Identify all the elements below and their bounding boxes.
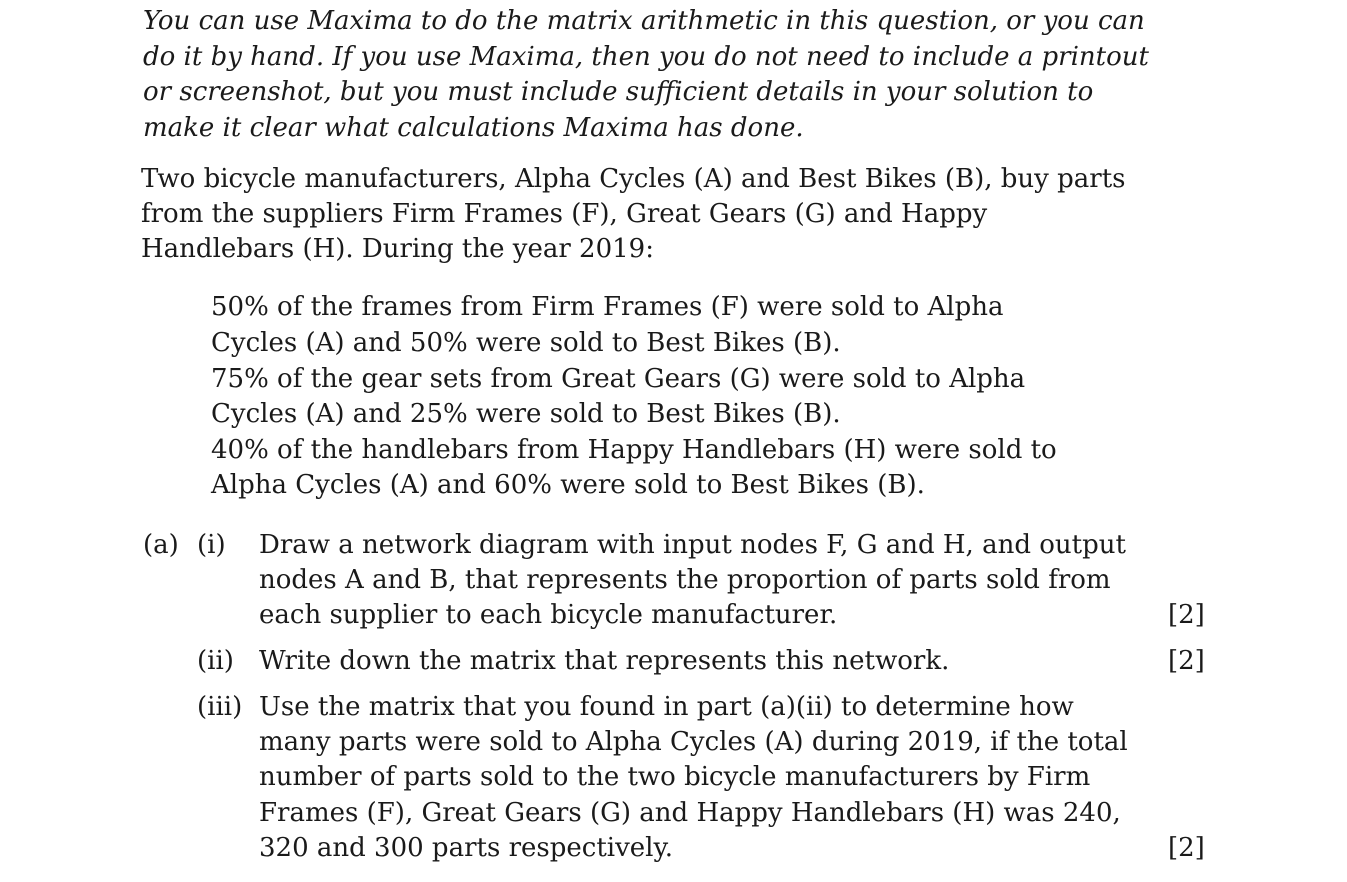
intro-line-4: make it clear what calculations Maxima has done. — [143, 113, 804, 143]
part-a-iii-marks: [2] — [1168, 833, 1205, 863]
fact-line-2: Cycles (A) and 50% were sold to Best Bikes (B). — [211, 328, 841, 358]
part-a-i-line-2: nodes A and B, that represents the proportion of parts sold from — [259, 565, 1111, 595]
part-a-iii-line-4: Frames (F), Great Gears (G) and Happy Handlebars (H) was 240, — [259, 798, 1121, 828]
part-a-iii-line-5: 320 and 300 parts respectively. — [259, 833, 673, 863]
part-a-i-marks: [2] — [1168, 600, 1205, 630]
fact-line-6: Alpha Cycles (A) and 60% were sold to Best Bikes (B). — [211, 470, 925, 500]
part-a-iii-line-3: number of parts sold to the two bicycle manufacturers by Firm — [259, 762, 1091, 792]
part-a-iii-line-2: many parts were sold to Alpha Cycles (A) during 2019, if the total — [259, 727, 1128, 757]
part-a-label: (a) — [143, 530, 179, 560]
part-a-ii-line-1: Write down the matrix that represents this network. — [259, 646, 950, 676]
fact-line-4: Cycles (A) and 25% were sold to Best Bikes (B). — [211, 399, 841, 429]
part-a-i-line-3: each supplier to each bicycle manufacturer. — [259, 600, 838, 630]
context-line-1: Two bicycle manufacturers, Alpha Cycles (A) and Best Bikes (B), buy parts — [141, 164, 1126, 194]
part-a-i-line-1: Draw a network diagram with input nodes F, G and H, and output — [259, 530, 1126, 560]
intro-line-1: You can use Maxima to do the matrix arithmetic in this question, or you can — [143, 6, 1145, 36]
part-a-ii-marks: [2] — [1168, 646, 1205, 676]
part-a-iii-line-1: Use the matrix that you found in part (a)(ii) to determine how — [259, 692, 1074, 722]
part-a-i-label: (i) — [197, 530, 226, 560]
part-a-ii-label: (ii) — [197, 646, 234, 676]
fact-line-1: 50% of the frames from Firm Frames (F) were sold to Alpha — [211, 292, 1004, 322]
fact-line-3: 75% of the gear sets from Great Gears (G) were sold to Alpha — [211, 364, 1026, 394]
intro-line-3: or screenshot, but you must include sufficient details in your solution to — [143, 77, 1094, 107]
fact-line-5: 40% of the handlebars from Happy Handlebars (H) were sold to — [211, 435, 1057, 465]
intro-line-2: do it by hand. If you use Maxima, then you do not need to include a printout — [143, 42, 1149, 72]
context-line-3: Handlebars (H). During the year 2019: — [141, 234, 654, 264]
context-line-2: from the suppliers Firm Frames (F), Great Gears (G) and Happy — [141, 199, 988, 229]
part-a-iii-label: (iii) — [197, 692, 243, 722]
